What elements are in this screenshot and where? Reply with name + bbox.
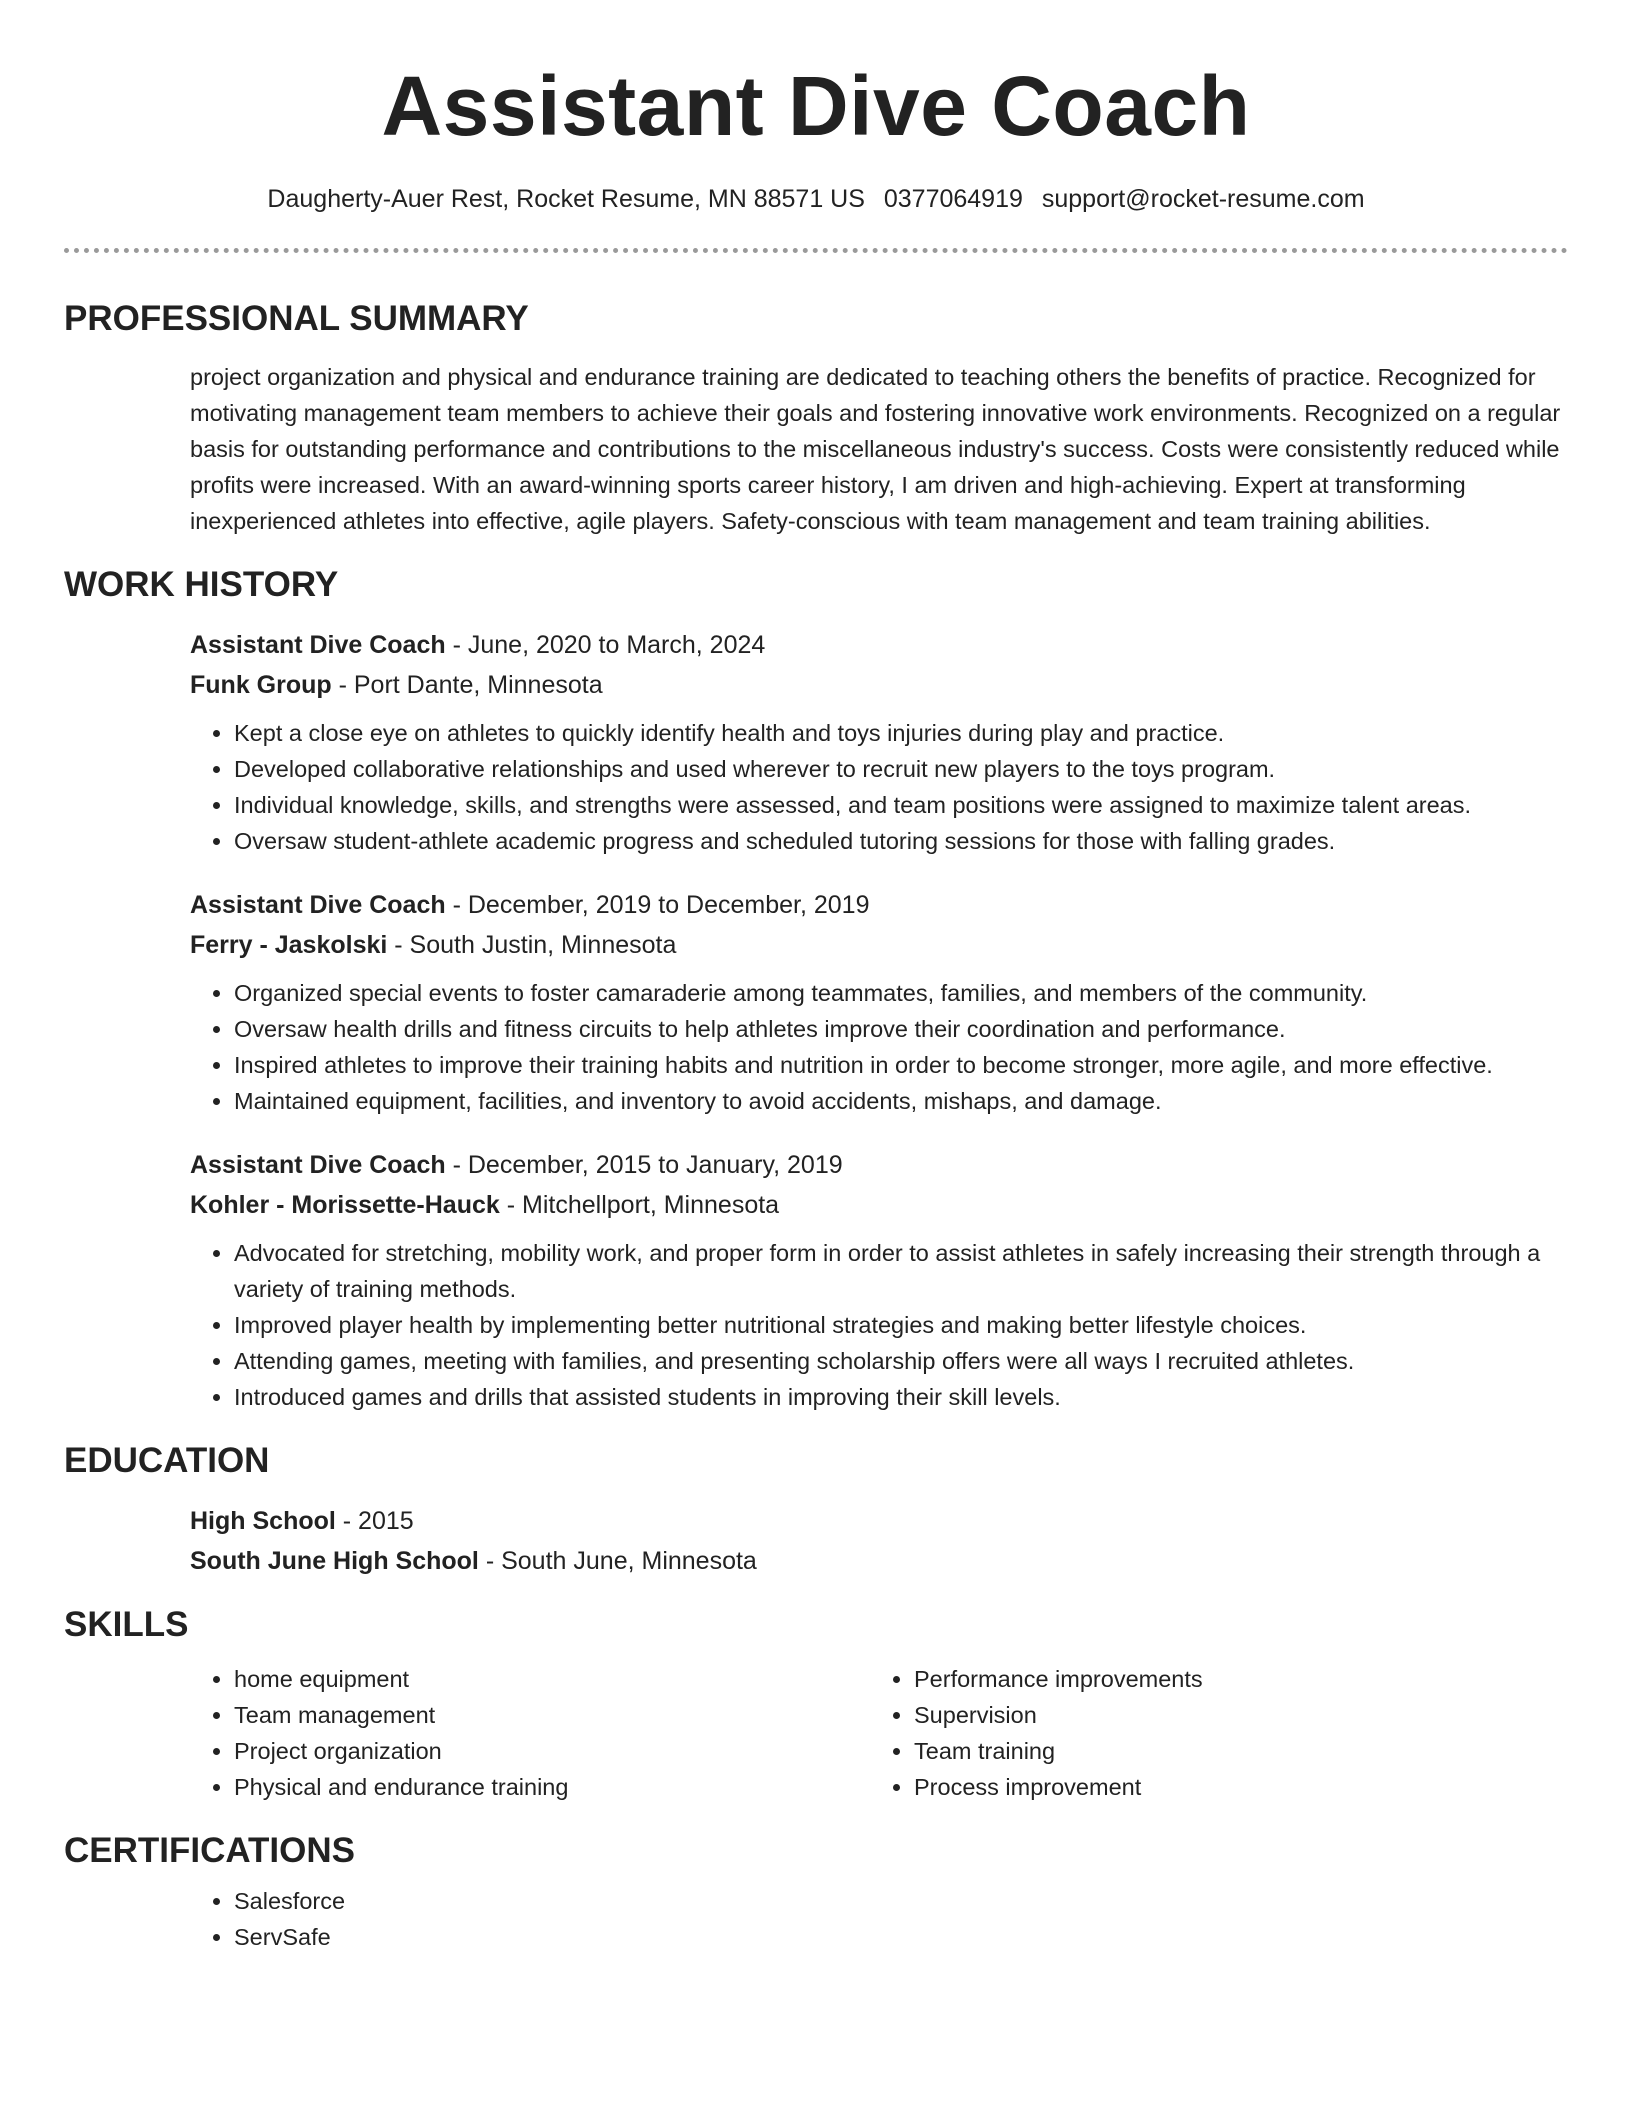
- skill-item: • Team management: [234, 1697, 870, 1733]
- skill-item: • Team training: [914, 1733, 1550, 1769]
- skills-heading: SKILLS: [64, 1605, 189, 1644]
- header-divider: [64, 248, 1568, 253]
- resume-page: [64, 0, 1568, 1955]
- education-section: [64, 1439, 1568, 1581]
- job-dates: - December, 2015 to January, 2019: [445, 1151, 843, 1179]
- education-degree: High School: [190, 1507, 336, 1535]
- contact-phone: 0377064919: [883, 185, 1023, 213]
- job-bullet: • Developed collaborative relationships and used wherever to recruit new players to the toys program.: [234, 751, 1568, 787]
- job-bullet: • Organized special events to foster camaraderie among teammates, families, and members of the community.: [234, 975, 1568, 1011]
- job-company-line: [190, 665, 1568, 705]
- job-bullet: • Advocated for stretching, mobility work, and proper form in order to assist athletes in safely increasing their strength through a variety of training methods.: [234, 1235, 1568, 1307]
- education-school-line: [190, 1541, 1568, 1581]
- work-history-heading: WORK HISTORY: [64, 565, 339, 604]
- skill-item: • home equipment: [234, 1661, 870, 1697]
- skills-list-left: [190, 1661, 870, 1805]
- job-bullets: [190, 715, 1568, 859]
- job-dates: - December, 2019 to December, 2019: [445, 891, 870, 919]
- education-heading: EDUCATION: [64, 1441, 270, 1480]
- education-location: - South June, Minnesota: [478, 1547, 757, 1575]
- job-role: Assistant Dive Coach: [190, 891, 446, 919]
- certification-item: • ServSafe: [234, 1919, 1568, 1955]
- skills-columns: [190, 1661, 1568, 1805]
- certifications-heading: CERTIFICATIONS: [64, 1831, 356, 1870]
- job-role: Assistant Dive Coach: [190, 631, 446, 659]
- skills-list-right: [870, 1661, 1550, 1805]
- job-entry: [190, 1145, 1568, 1415]
- skills-section: [64, 1603, 1568, 1805]
- job-location: - Mitchellport, Minnesota: [499, 1191, 780, 1219]
- job-bullets: [190, 1235, 1568, 1415]
- job-entry: [190, 625, 1568, 859]
- job-bullet: • Oversaw health drills and fitness circuits to help athletes improve their coordination and performance.: [234, 1011, 1568, 1047]
- job-entry: [190, 885, 1568, 1119]
- job-company-line: [190, 925, 1568, 965]
- summary-section: [64, 297, 1568, 539]
- job-company-line: [190, 1185, 1568, 1225]
- skill-item: • Performance improvements: [914, 1661, 1550, 1697]
- job-dates: - June, 2020 to March, 2024: [445, 631, 766, 659]
- job-title-line: [190, 885, 1568, 925]
- job-company: Funk Group: [190, 671, 332, 699]
- job-bullet: • Maintained equipment, facilities, and inventory to avoid accidents, mishaps, and damage.: [234, 1083, 1568, 1119]
- education-degree-line: [190, 1501, 1568, 1541]
- skill-item: • Process improvement: [914, 1769, 1550, 1805]
- contact-email: support@rocket-resume.com: [1041, 185, 1365, 213]
- summary-heading: PROFESSIONAL SUMMARY: [64, 299, 529, 338]
- job-bullet: • Kept a close eye on athletes to quickly identify health and toys injuries during play and practice.: [234, 715, 1568, 751]
- education-year: - 2015: [335, 1507, 414, 1535]
- job-title-line: [190, 625, 1568, 665]
- job-role: Assistant Dive Coach: [190, 1151, 446, 1179]
- skill-item: • Physical and endurance training: [234, 1769, 870, 1805]
- certification-item: • Salesforce: [234, 1883, 1568, 1919]
- candidate-name: Assistant Dive Coach: [381, 59, 1251, 153]
- job-location: - Port Dante, Minnesota: [331, 671, 603, 699]
- job-bullet: • Attending games, meeting with families, and presenting scholarship offers were all ways I recruited athletes.: [234, 1343, 1568, 1379]
- summary-text: project organization and physical and endurance training are dedicated to teaching others the benefits of practice. Recognized for motivating management team members to achieve their goals and fostering innovative work environments. Recognized on a regular basis for outstanding performance and contributions to the miscellaneous industry's success. Costs were consistently reduced while profits were increased. With an award-winning sports career history, I am driven and high-achieving. Expert at transforming inexperienced athletes into effective, agile players. Safety-conscious with team management and team training abilities.: [190, 364, 1561, 534]
- education-school: South June High School: [190, 1547, 479, 1575]
- job-location: - South Justin, Minnesota: [387, 931, 677, 959]
- job-company: Ferry - Jaskolski: [190, 931, 388, 959]
- certifications-list: [190, 1883, 1568, 1955]
- job-bullets: [190, 975, 1568, 1119]
- skill-item: • Project organization: [234, 1733, 870, 1769]
- job-company: Kohler - Morissette-Hauck: [190, 1191, 500, 1219]
- job-bullet: • Introduced games and drills that assisted students in improving their skill levels.: [234, 1379, 1568, 1415]
- job-bullet: • Individual knowledge, skills, and strengths were assessed, and team positions were assigned to maximize talent areas.: [234, 787, 1568, 823]
- job-bullet: • Inspired athletes to improve their training habits and nutrition in order to become stronger, more agile, and more effective.: [234, 1047, 1568, 1083]
- skill-item: • Supervision: [914, 1697, 1550, 1733]
- job-bullet: • Oversaw student-athlete academic progress and scheduled tutoring sessions for those with falling grades.: [234, 823, 1568, 859]
- work-history-section: [64, 563, 1568, 1415]
- job-bullet: • Improved player health by implementing better nutritional strategies and making better lifestyle choices.: [234, 1307, 1568, 1343]
- contact-line: [64, 182, 1568, 216]
- job-title-line: [190, 1145, 1568, 1185]
- contact-address: Daugherty-Auer Rest, Rocket Resume, MN 88571 US: [267, 185, 865, 213]
- certifications-section: [64, 1829, 1568, 1955]
